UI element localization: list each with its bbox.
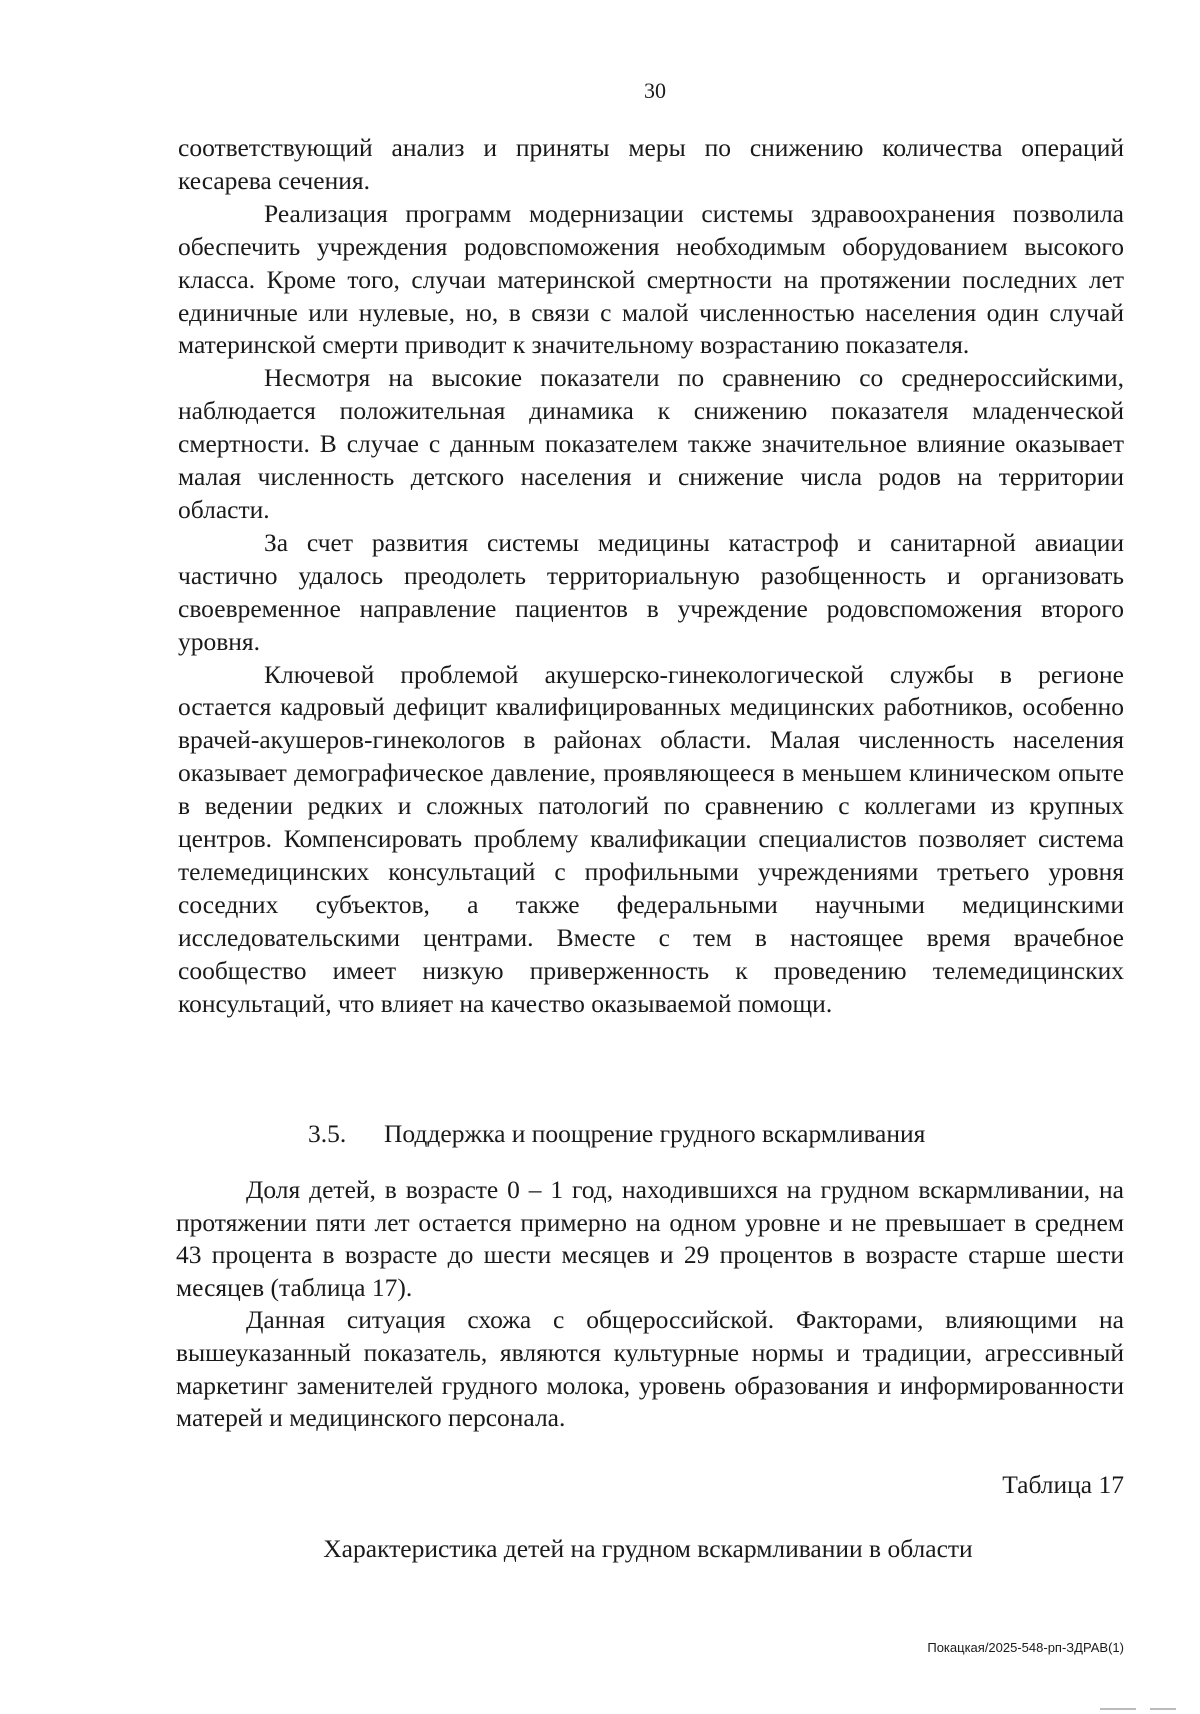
body-text-section (176, 1174, 1124, 1435)
scan-artifact (1100, 1708, 1136, 1710)
paragraph: Ключевой проблемой акушерско-гинекологической службы в регионе остается кадровый дефицит квалифицированных медицинских работников, особенно врачей-акушеров-гинекологов в районах области. Малая численность населения оказывает демографическое давление, проявляющееся в меньшем клиническом опыте в ведении редких и сложных патологий по сравнению с коллегами из крупных центров. Компенсировать проблему квалификации специалистов позволяет система телемедицинских консультаций с профильными учреждениями третьего уровня соседних субъектов, а также федеральными научными медицинскими исследовательскими центрами. Вместе с тем в настоящее время врачебное сообщество имеет низкую приверженность к проведению телемедицинских консультаций, что влияет на качество оказываемой помощи. (178, 659, 1124, 1018)
paragraph: Несмотря на высокие показатели по сравнению со среднероссийскими, наблюдается положительная динамика к снижению показателя младенческой смертности. В случае с данным показателем также значительное влияние оказывает малая численность детского населения и снижение числа родов на территории области. (178, 363, 1124, 524)
paragraph: Реализация программ модернизации системы здравоохранения позволила обеспечить учреждения родовспоможения необходимым оборудованием высокого класса. Кроме того, случаи материнской смертности на протяжении последних лет единичные или нулевые, но, в связи с малой численностью населения один случай материнской смерти приводит к значительному возрастанию показателя. (178, 198, 1124, 360)
footer-document-code: Покацкая/2025-548-рп-ЗДРАВ(1) (927, 1640, 1124, 1655)
section-title: Поддержка и поощрение грудного вскармливания (384, 1119, 926, 1148)
section-heading (308, 1119, 925, 1149)
body-text-top (178, 132, 1124, 1020)
section-number: 3.5. (308, 1119, 347, 1148)
table-label: Таблица 17 (1002, 1470, 1124, 1499)
scan-artifact (1150, 1708, 1176, 1710)
paragraph: За счет развития системы медицины катастроф и санитарной авиации частично удалось преодолеть территориальную разобщенность и организовать своевременное направление пациентов в учреждение родовспоможения второго уровня. (178, 527, 1124, 656)
paragraph: соответствующий анализ и приняты меры по снижению количества операций кесарева сечения. (178, 133, 1124, 195)
paragraph: Данная ситуация схожа с общероссийской. Факторами, влияющими на вышеуказанный показатель, являются культурные нормы и традиции, агрессивный маркетинг заменителей грудного молока, уровень образования и информированности матерей и медицинского персонала. (176, 1305, 1124, 1433)
table-title: Характеристика детей на грудном вскармливании в области (323, 1534, 973, 1563)
paragraph: Доля детей, в возрасте 0 – 1 год, находившихся на грудном вскармливании, на протяжении пяти лет остается примерно на одном уровне и не превышает в среднем 43 процента в возрасте до шести месяцев и 29 процентов в возрасте старше шести месяцев (таблица 17). (176, 1175, 1124, 1302)
page-number: 30 (644, 78, 666, 103)
